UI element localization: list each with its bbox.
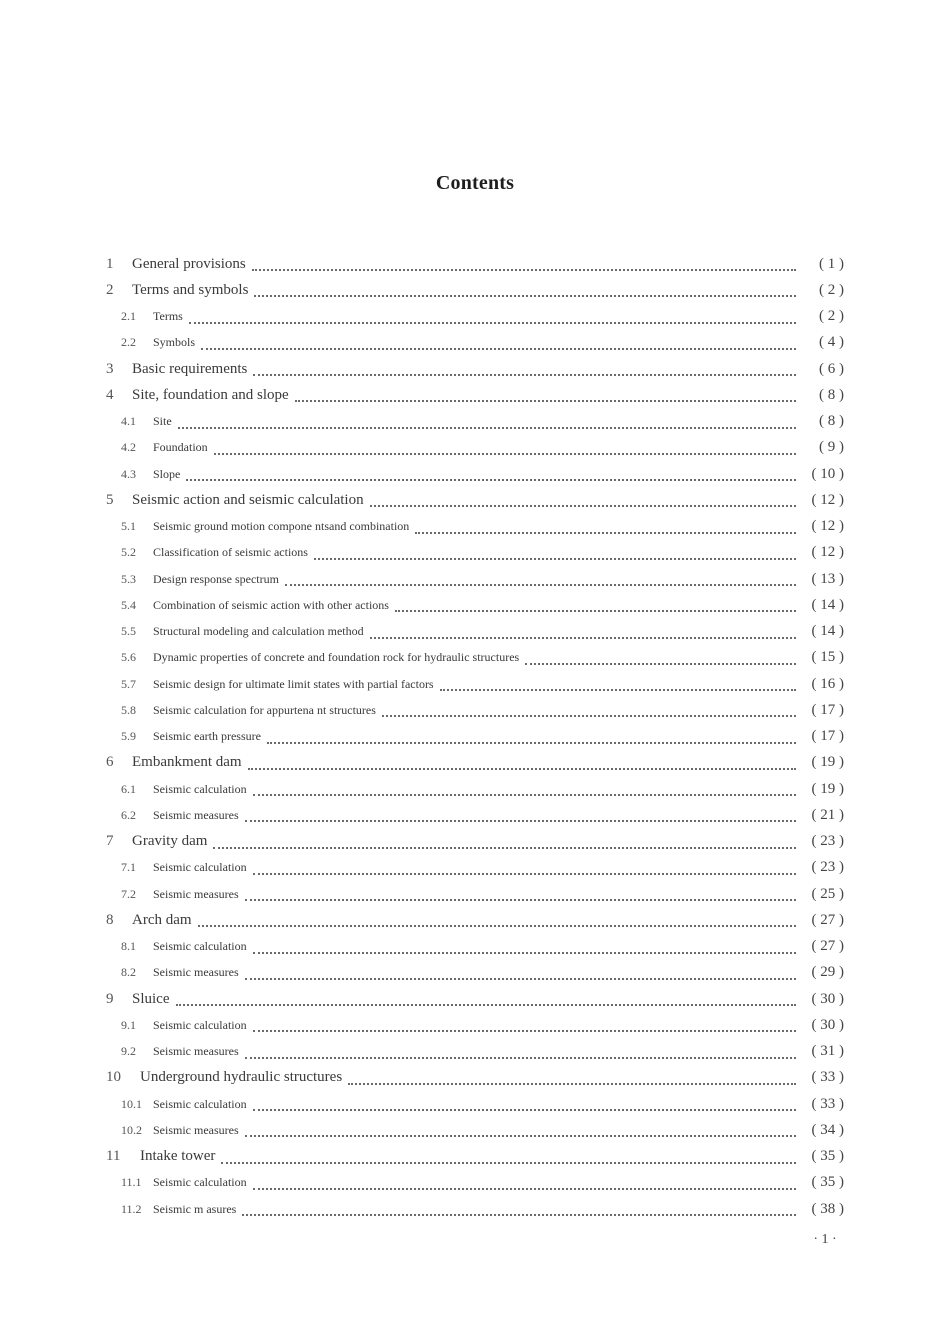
toc-entry-number: 5.7 [121,676,136,691]
toc-entry-label: Classification of seismic actions [153,545,308,560]
toc-page-number: ( 27 ) [811,938,844,954]
toc-page-number: ( 31 ) [811,1043,844,1059]
toc-page-number: ( 33 ) [811,1095,844,1112]
toc-page-number: ( 33 ) [811,1069,844,1086]
toc-entry-label: Terms [153,309,183,323]
page-number: · 1 · [813,1232,837,1247]
toc-page-number: ( 25 ) [811,885,844,902]
toc-entry-number: 2.2 [121,335,136,350]
toc-entry [0,619,950,645]
toc-entry [0,487,950,513]
toc-entry [0,382,950,408]
toc-leader-dots [254,294,796,297]
toc-leader-dots [395,609,796,612]
toc-entry-number: 2.1 [121,309,136,323]
toc-leader-dots [176,1003,796,1006]
toc-page-number: ( 2 ) [819,281,844,298]
toc-entry [0,356,950,382]
toc-entry [0,304,950,330]
toc-entry-label: Seismic m asures [153,1201,237,1216]
toc-page-number: ( 16 ) [811,675,844,692]
toc-page-number: ( 12 ) [811,491,844,508]
toc-entry [0,907,950,933]
toc-entry-number: 11.2 [121,1201,142,1216]
toc-leader-dots [370,504,796,507]
toc-entry [0,671,950,697]
toc-page-number: ( 38 ) [811,1200,844,1217]
toc-leader-dots [214,452,796,455]
toc-entry-label: Seismic calculation for appurtena nt structures [153,702,376,717]
toc-page-number: ( 17 ) [811,728,844,744]
toc-entry-label: Structural modeling and calculation method [153,624,364,638]
toc-entry-label: Terms and symbols [132,281,249,298]
toc-entry-number: 5.4 [121,597,136,612]
toc-entry-number: 5.6 [121,650,136,665]
toc-leader-dots [370,636,796,639]
toc-leader-dots [186,478,796,481]
toc-leader-dots [252,268,796,271]
toc-entry-number: 9.1 [121,1017,136,1032]
toc-entry-number: 9 [106,990,114,1007]
toc-page-number: ( 35 ) [811,1174,844,1191]
toc-leader-dots [189,321,796,324]
toc-entry-label: Gravity dam [132,833,208,849]
toc-leader-dots [242,1213,796,1216]
toc-entry-label: Seismic measures [153,1122,239,1137]
toc-leader-dots [440,688,796,691]
toc-entry-label: General provisions [132,255,246,272]
toc-entry [0,1091,950,1117]
toc-entry [0,1065,950,1091]
toc-leader-dots [348,1082,796,1085]
toc-entry-number: 6.2 [121,807,136,822]
toc-entry-number: 5.8 [121,702,136,717]
toc-entry [0,330,950,356]
toc-leader-dots [245,898,796,901]
toc-entry-number: 9.2 [121,1044,136,1058]
toc-entry [0,1012,950,1038]
toc-leader-dots [382,714,796,717]
toc-entry [0,461,950,487]
toc-entry-number: 10.2 [121,1122,142,1137]
toc-entry-label: Slope [153,466,181,481]
toc-page-number: ( 1 ) [819,255,844,272]
toc-leader-dots [415,531,796,534]
toc-entry-label: Intake tower [140,1148,216,1164]
toc-entry-label: Embankment dam [132,754,242,771]
toc-entry [0,986,950,1012]
toc-entry-label: Seismic design for ultimate limit states with partial factors [153,676,434,691]
toc-page-number: ( 8 ) [819,386,844,403]
toc-entry-number: 8 [106,911,114,928]
toc-page-number: ( 13 ) [811,570,844,587]
toc-entry-label: Site [153,414,172,428]
toc-entry-number: 7.2 [121,886,136,901]
toc-entry [0,960,950,986]
toc-entry-label: Seismic calculation [153,781,247,796]
toc-entry-number: 4.2 [121,440,136,455]
toc-entry-label: Seismic measures [153,1044,239,1058]
toc-entry-number: 5.9 [121,729,136,743]
toc-page-number: ( 19 ) [811,780,844,797]
toc-entry [0,277,950,303]
toc-leader-dots [198,924,796,927]
toc-entry-number: 8.2 [121,965,136,980]
toc-page-number: ( 34 ) [811,1121,844,1138]
toc-entry [0,1039,950,1065]
toc-entry-label: Seismic measures [153,965,239,980]
toc-entry [0,802,950,828]
toc-leader-dots [314,557,796,560]
toc-page-number: ( 15 ) [811,649,844,666]
toc-entry-label: Underground hydraulic structures [140,1069,343,1086]
toc-entry-label: Seismic calculation [153,1017,247,1032]
toc-entry [0,934,950,960]
toc-entry-number: 11.1 [121,1175,142,1190]
toc-page-number: ( 10 ) [811,465,844,482]
toc-entry [0,1196,950,1222]
toc-page-number: ( 6 ) [819,360,844,377]
toc-page-number: ( 14 ) [811,596,844,613]
toc-page-number: ( 9 ) [819,439,844,456]
toc-entry-number: 8.1 [121,939,136,953]
toc-leader-dots [253,951,796,954]
toc-entry-number: 3 [106,360,114,377]
toc-entry-number: 7 [106,833,114,849]
toc-leader-dots [253,793,796,796]
toc-entry-label: Site, foundation and slope [132,386,289,403]
toc-entry-label: Seismic calculation [153,860,247,875]
toc-leader-dots [245,819,796,822]
toc-page-number: ( 21 ) [811,806,844,823]
toc-page-number: ( 23 ) [811,859,844,876]
toc-leader-dots [221,1161,796,1164]
toc-entry-number: 4 [106,386,114,403]
toc-entry [0,435,950,461]
toc-entry [0,1117,950,1143]
toc-leader-dots [245,1056,796,1059]
toc-entry-label: Seismic measures [153,807,239,822]
toc-entry-number: 6.1 [121,781,136,796]
toc-entry-number: 10.1 [121,1096,142,1111]
toc-leader-dots [267,741,796,744]
toc-entry-label: Design response spectrum [153,571,279,586]
toc-page-number: ( 8 ) [819,413,844,429]
toc-entry-number: 5.2 [121,545,136,560]
toc-leader-dots [253,1029,796,1032]
toc-page-number: ( 30 ) [811,990,844,1007]
toc-entry [0,409,950,435]
toc-leader-dots [253,1108,796,1111]
toc-entry [0,592,950,618]
toc-entry-label: Seismic measures [153,886,239,901]
toc-entry [0,697,950,723]
toc-entry [0,724,950,750]
page-title: Contents [435,172,515,194]
toc-page-number: ( 17 ) [811,701,844,718]
toc-entry-number: 2 [106,281,114,298]
toc-entry-number: 1 [106,255,114,272]
toc-leader-dots [245,1134,796,1137]
toc-leader-dots [253,872,796,875]
toc-entry-label: Seismic calculation [153,1096,247,1111]
toc-entry-number: 7.1 [121,860,136,875]
toc-page-number: ( 12 ) [811,544,844,561]
toc-entry-number: 5 [106,491,114,508]
toc-entry-number: 4.1 [121,414,136,428]
toc-leader-dots [245,977,796,980]
toc-leader-dots [248,767,796,770]
toc-page-number: ( 2 ) [819,308,844,324]
toc-page-number: ( 30 ) [811,1016,844,1033]
toc-page-number: ( 12 ) [811,518,844,534]
toc-leader-dots [213,846,796,849]
toc-entry [0,881,950,907]
toc-entry-label: Seismic calculation [153,939,247,953]
toc-entry-label: Symbols [153,335,196,350]
toc-entry [0,750,950,776]
toc-page-number: ( 14 ) [811,623,844,639]
toc-page-number: ( 19 ) [811,754,844,771]
toc-page-number: ( 23 ) [811,833,844,849]
toc-entry-number: 5.1 [121,519,136,533]
toc-leader-dots [178,426,796,429]
toc-entry-number: 4.3 [121,466,136,481]
toc-entry-label: Basic requirements [132,360,248,377]
toc-leader-dots [525,662,796,665]
toc-entry [0,1170,950,1196]
toc-leader-dots [253,1187,796,1190]
toc-entry-label: Seismic calculation [153,1175,247,1190]
toc-entry [0,855,950,881]
toc-entry [0,251,950,277]
toc-entry [0,829,950,855]
toc-entry-label: Foundation [153,440,208,455]
toc-page-number: ( 35 ) [811,1148,844,1164]
toc-entry-label: Arch dam [132,911,192,928]
toc-entry [0,540,950,566]
toc-leader-dots [253,373,796,376]
toc-entry-number: 10 [106,1069,121,1086]
toc-entry-label: Seismic action and seismic calculation [132,491,364,508]
toc-entry-number: 6 [106,754,114,771]
toc-entry-number: 5.3 [121,571,136,586]
toc-entry-label: Sluice [132,990,170,1007]
toc-leader-dots [285,583,796,586]
toc-page-number: ( 29 ) [811,964,844,981]
toc-entry [0,776,950,802]
toc-entry-label: Seismic earth pressure [153,729,261,743]
toc-entry [0,645,950,671]
toc-entry-number: 11 [106,1148,121,1164]
toc-entry [0,1144,950,1170]
toc-leader-dots [201,347,796,350]
toc-page-number: ( 4 ) [819,334,844,351]
toc-leader-dots [295,399,796,402]
toc-entry [0,566,950,592]
toc-entry-number: 5.5 [121,624,136,638]
toc-entry-label: Seismic ground motion compone ntsand combination [153,519,410,533]
toc-entry-label: Dynamic properties of concrete and foundation rock for hydraulic structures [153,650,520,665]
toc-entry-label: Combination of seismic action with other actions [153,597,389,612]
toc-entry [0,514,950,540]
toc-page-number: ( 27 ) [811,911,844,928]
